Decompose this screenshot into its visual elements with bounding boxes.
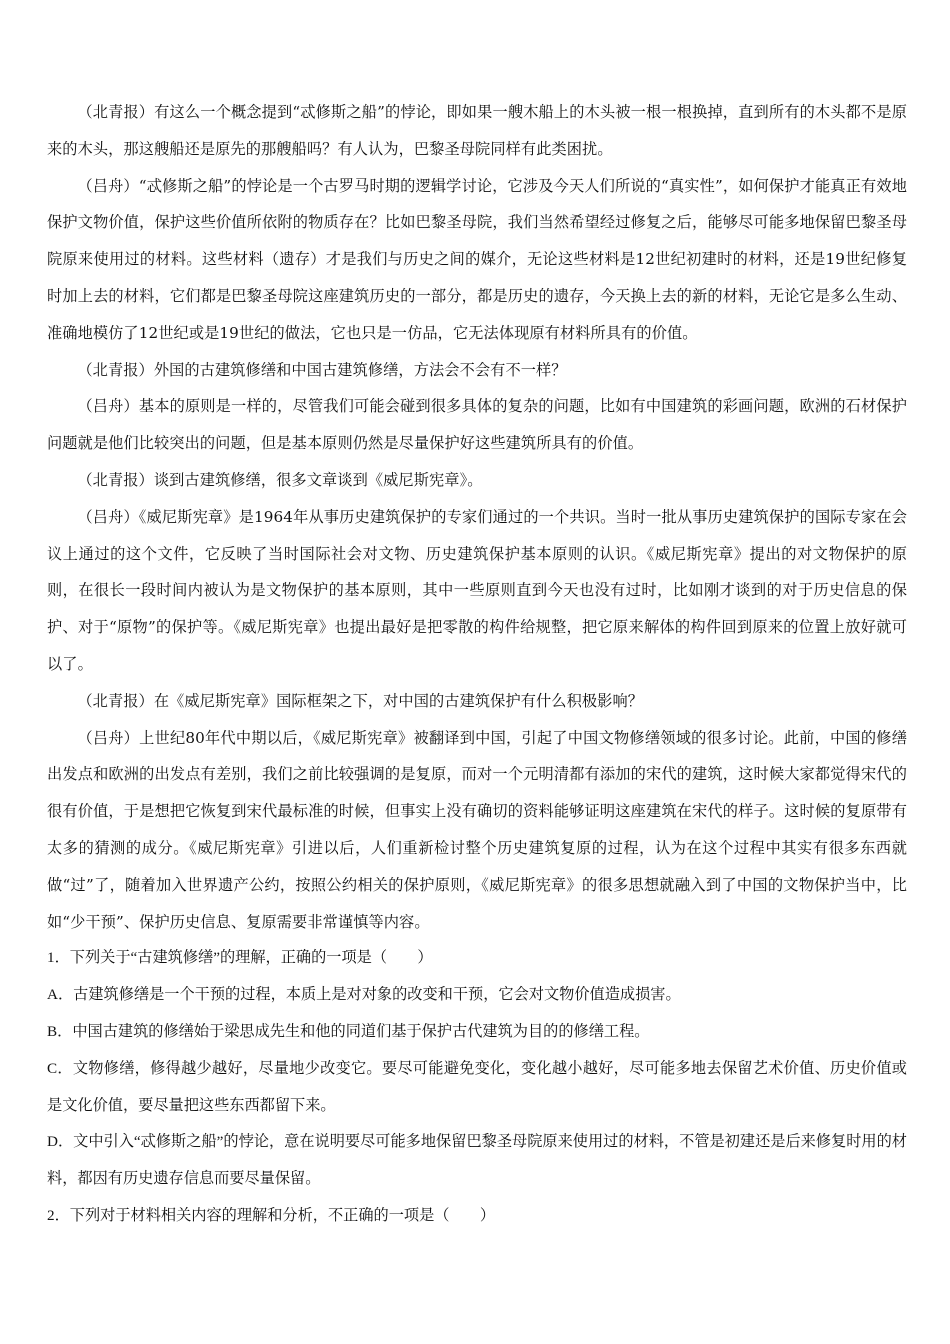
option-c: C．文物修缮，修得越少越好，尽量地少改变它。要尽可能避免变化，变化越小越好，尽可能多地去保留艺术价值、历史价值或是文化价值，要尽量把这些东西都留下来。 [47,1059,907,1114]
interview-paragraph: （北青报）外国的古建筑修缮和中国古建筑修缮，方法会不会有不一样？ [77,360,567,379]
interview-paragraph: （北青报）谈到古建筑修缮，很多文章谈到《威尼斯宪章》。 [77,470,483,489]
question-2: 2．下列对于材料相关内容的理解和分析，不正确的一项是（ ） [47,1206,496,1224]
option-b: B．中国古建筑的修缮始于梁思成先生和他的同道们基于保护古代建筑为目的的修缮工程。 [47,1022,650,1040]
option-a: A．古建筑修缮是一个干预的过程，本质上是对对象的改变和干预，它会对文物价值造成损害。 [47,986,681,1004]
interview-paragraph: （吕舟）上世纪80年代中期以后，《威尼斯宪章》被翻译到中国，引起了中国文物修缮领域的很多讨论。此前，中国的修缮出发点和欧洲的出发点有差别，我们之前比较强调的是复原，而对一个元明清都有添加的宋代的建筑，这时候大家都觉得宋代的很有价值，于是想把它恢复到宋代最标准的时候，但事实上没有确切的资料能够证明这座建筑在宋代的样子。这时候的复原带有太多的猜测的成分。《威尼斯宪章》引进以后，人们重新检讨整个历史建筑复原的过程，认为在这个过程中其实有很多东西就做“过”了，随着加入世界遗产公约，按照公约相关的保护原则，《威尼斯宪章》的很多思想就融入到了中国的文物保护当中，比如“少干预”、保护历史信息、复原需要非常谨慎等内容。 [47,728,907,931]
interview-paragraph: （吕舟）基本的原则是一样的，尽管我们可能会碰到很多具体的复杂的问题，比如有中国建筑的彩画问题，欧洲的石材保护问题就是他们比较突出的问题，但是基本原则仍然是尽量保护好这些建筑所具有的价值。 [47,397,907,453]
document-page [47,94,907,1235]
interview-paragraph: （北青报）在《威尼斯宪章》国际框架之下，对中国的古建筑保护有什么积极影响？ [77,691,644,710]
option-d: D．文中引入“忒修斯之船”的悖论，意在说明要尽可能多地保留巴黎圣母院原来使用过的材料，不管是初建还是后来修复时用的材料，都因有历史遗存信息而要尽量保留。 [47,1133,907,1188]
interview-paragraph: （吕舟）“忒修斯之船”的悖论是一个古罗马时期的逻辑学讨论，它涉及今天人们所说的“真实性”，如何保护才能真正有效地保护文物价值，保护这些价值所依附的物质存在？比如巴黎圣母院，我们当然希望经过修复之后，能够尽可能多地保留巴黎圣母院原来使用过的材料。这些材料（遗存）才是我们与历史之间的媒介，无论这些材料是12世纪初建时的材料，还是19世纪修复时加上去的材料，它们都是巴黎圣母院这座建筑历史的一部分，都是历史的遗存，今天换上去的新的材料，无论它是多么生动、准确地模仿了12世纪或是19世纪的做法，它也只是一仿品，它无法体现原有材料所具有的价值。 [47,176,907,342]
interview-paragraph: （吕舟）《威尼斯宪章》是1964年从事历史建筑保护的专家们通过的一个共识。当时一批从事历史建筑保护的国际专家在会议上通过的这个文件，它反映了当时国际社会对文物、历史建筑保护基本原则的认识。《威尼斯宪章》提出的对文物保护的原则，在很长一段时间内被认为是文物保护的基本原则，其中一些原则直到今天也没有过时，比如刚才谈到的对于历史信息的保护、对于“原物”的保护等。《威尼斯宪章》也提出最好是把零散的构件给规整，把它原来解体的构件回到原来的位置上放好就可以了。 [47,507,907,673]
question-1: 1．下列关于“古建筑修缮”的理解，正确的一项是（ ） [47,949,433,967]
interview-paragraph: （北青报）有这么一个概念提到“忒修斯之船”的悖论，即如果一艘木船上的木头被一根一根换掉，直到所有的木头都不是原来的木头，那这艘船还是原先的那艘船吗？有人认为，巴黎圣母院同样有此类困扰。 [47,103,907,158]
